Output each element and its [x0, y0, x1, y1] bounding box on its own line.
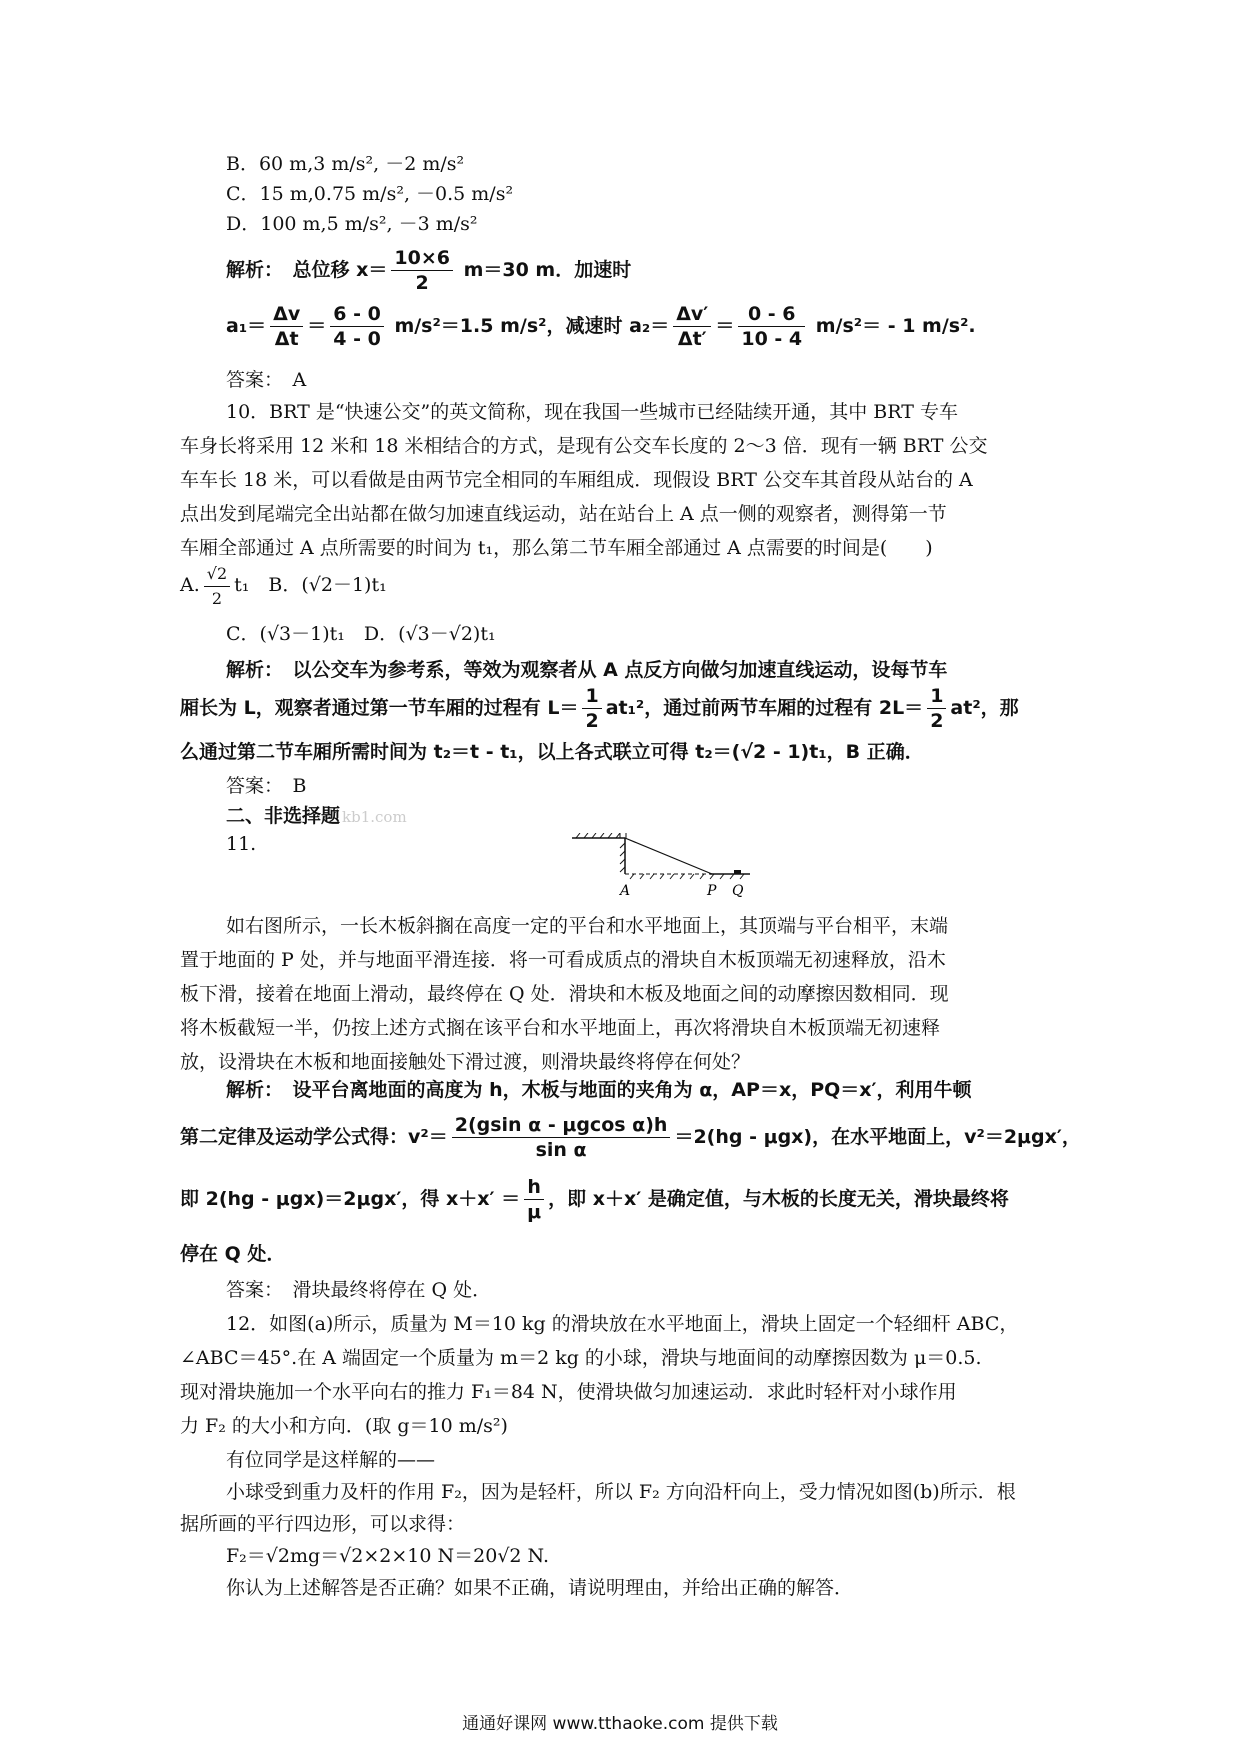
question-12-line-8: F₂＝√2mg＝√2×2×10 N＝20√2 N.	[226, 1545, 550, 1567]
fraction: $\frac{10\times 6}{2}$	[391, 246, 453, 295]
fraction-dv-dt: $\frac{\Delta v}{\Delta t}$	[270, 302, 303, 351]
solution-10-line-2: 厢长为 L，观察者通过第一节车厢的过程有 L＝ $\frac{1}{2}$ at₁²，通过前两节车厢的过程有 2L＝ $\frac{1}{2}$ at²，那	[180, 685, 1019, 732]
answer-11: 答案： 滑块最终将停在 Q 处．	[226, 1279, 492, 1301]
solution-9-line-1: 解析： 总位移 x＝ $\frac{10\times 6}{2}$ m＝30 m．加速时	[226, 247, 632, 294]
fraction-half: $\frac{1}{2}$	[582, 684, 601, 733]
question-11-line-2: 置于地面的 P 处，并与地面平滑连接．将一可看成质点的滑块自木板顶端无初速释放，沿木	[180, 949, 946, 971]
solution-11-line-1: 解析： 设平台离地面的高度为 h，木板与地面的夹角为 α，AP＝x，PQ＝x′，利用牛顿	[226, 1079, 972, 1101]
fraction-half-2: $\frac{1}{2}$	[927, 684, 946, 733]
fraction-a2: $\frac{0 - 6}{10 - 4}$	[738, 302, 805, 351]
solution-11-line-2: 第二定律及运动学公式得：v²＝ $\frac{\text{2(gsin α - μgcos α)h}}{\text{sin α}}$ ＝2(hg - μgx)，在水平地面上，v²＝2μgx′，	[180, 1114, 1081, 1161]
solution-10-line-1: 解析： 以公交车为参考系，等效为观察者从 A 点反方向做匀加速直线运动，设每节车	[226, 659, 948, 681]
section-heading: 二、非选择题 kb1.com	[226, 805, 407, 827]
fraction-root2-over-2: $\frac{√2}{2}$	[204, 562, 230, 611]
question-12-line-3: 现对滑块施加一个水平向右的推力 F₁＝84 N，使滑块做匀加速运动．求此时轻杆对小球作用	[180, 1381, 957, 1403]
fraction-h-over-mu: $\frac{h}{\mu}$	[524, 1175, 544, 1224]
label-p: P	[707, 883, 717, 899]
fraction-dv2-dt2: $\frac{\Delta v'}{\Delta t'}$	[673, 302, 711, 351]
footer-credit: 通通好课网 www.tthaoke.com 提供下载	[462, 1714, 778, 1734]
question-12-line-6: 小球受到重力及杆的作用 F₂，因为是轻杆，所以 F₂ 方向沿杆向上，受力情况如图(b)所示．根	[226, 1481, 1016, 1503]
question-12-line-2: ∠ABC＝45°.在 A 端固定一个质量为 m＝2 kg 的小球，滑块与地面间的动摩擦因数为 μ＝0.5.	[180, 1347, 982, 1369]
solution-9-line-2: a₁＝ $\frac{\Delta v}{\Delta t}$ ＝ $\frac{6 - 0}{4 - 0}$ m/s²＝1.5 m/s²，减速时 a₂＝ $\frac{\Delta v'}{\Delta t'}$ ＝ $\frac{0 - 6}{10 - 4}$ m/s²＝ - 1 m/s².	[226, 303, 976, 350]
question-11-line-5: 放，设滑块在木板和地面接触处下滑过渡，则滑块最终将停在何处？	[180, 1051, 751, 1073]
label-a: A	[620, 883, 631, 899]
question-12-line-4: 力 F₂ 的大小和方向．(取 g＝10 m/s²)	[180, 1415, 508, 1437]
answer-9: 答案： A	[226, 369, 307, 391]
option-c: C．15 m,0.75 m/s², －0.5 m/s²	[226, 183, 514, 205]
question-12-line-1: 12．如图(a)所示，质量为 M＝10 kg 的滑块放在水平地面上，滑块上固定一个轻细杆 ABC，	[226, 1313, 1019, 1335]
watermark: kb1.com	[342, 808, 407, 826]
question-10-options-cd: C．(√3－1)t₁ D．(√3－√2)t₁	[226, 623, 496, 645]
question-12-line-5: 有位同学是这样解的——	[226, 1449, 436, 1471]
solution-11-line-3: 即 2(hg - μgx)＝2μgx′，得 x＋x′ ＝ $\frac{h}{\mu}$ ，即 x＋x′ 是确定值，与木板的长度无关，滑块最终将	[180, 1176, 1009, 1223]
question-10-options-ab: A. $\frac{√2}{2}$ t₁ B．(√2－1)t₁	[180, 560, 1030, 611]
incline-diagram	[570, 833, 750, 903]
question-11-number: 11.	[226, 833, 257, 855]
question-12-line-7: 据所画的平行四边形，可以求得：	[180, 1513, 466, 1535]
label-q: Q	[732, 883, 744, 899]
answer-10: 答案： B	[226, 775, 307, 797]
question-10-line-3: 车车长 18 米，可以看做是由两节完全相同的车厢组成．现假设 BRT 公交车其首段从站台的 A	[180, 469, 973, 491]
option-d: D．100 m,5 m/s², －3 m/s²	[226, 213, 478, 235]
solution-10-line-3: 么通过第二节车厢所需时间为 t₂＝t - t₁，以上各式联立可得 t₂＝(√2 - 1)t₁，B 正确．	[180, 741, 924, 763]
question-12-line-9: 你认为上述解答是否正确？如果不正确，请说明理由，并给出正确的解答．	[226, 1577, 854, 1599]
question-11-line-3: 板下滑，接着在地面上滑动，最终停在 Q 处．滑块和木板及地面之间的动摩擦因数相同．现	[180, 983, 949, 1005]
question-10-line-5: 车厢全部通过 A 点所需要的时间为 t₁，那么第二节车厢全部通过 A 点需要的时间是( )	[180, 537, 933, 559]
question-11-line-4: 将木板截短一半，仍按上述方式搁在该平台和水平地面上，再次将滑块自木板顶端无初速释	[180, 1017, 941, 1039]
question-10-line-1: 10．BRT 是“快速公交”的英文简称，现在我国一些城市已经陆续开通，其中 BRT 专车	[226, 401, 958, 423]
fraction-a1: $\frac{6 - 0}{4 - 0}$	[330, 302, 384, 351]
question-11-line-1: 如右图所示，一长木板斜搁在高度一定的平台和水平地面上，其顶端与平台相平，末端	[226, 915, 949, 937]
question-10-line-2: 车身长将采用 12 米和 18 米相结合的方式，是现有公交车长度的 2～3 倍．现有一辆 BRT 公交	[180, 435, 988, 457]
solution-11-line-4: 停在 Q 处．	[180, 1243, 286, 1265]
fraction-v-squared: $\frac{\text{2(gsin α - μgcos α)h}}{\text{sin α}}$	[452, 1113, 671, 1162]
option-b: B．60 m,3 m/s², －2 m/s²	[226, 153, 465, 175]
question-10-line-4: 点出发到尾端完全出站都在做匀加速直线运动，站在站台上 A 点一侧的观察者，测得第一节	[180, 503, 947, 525]
